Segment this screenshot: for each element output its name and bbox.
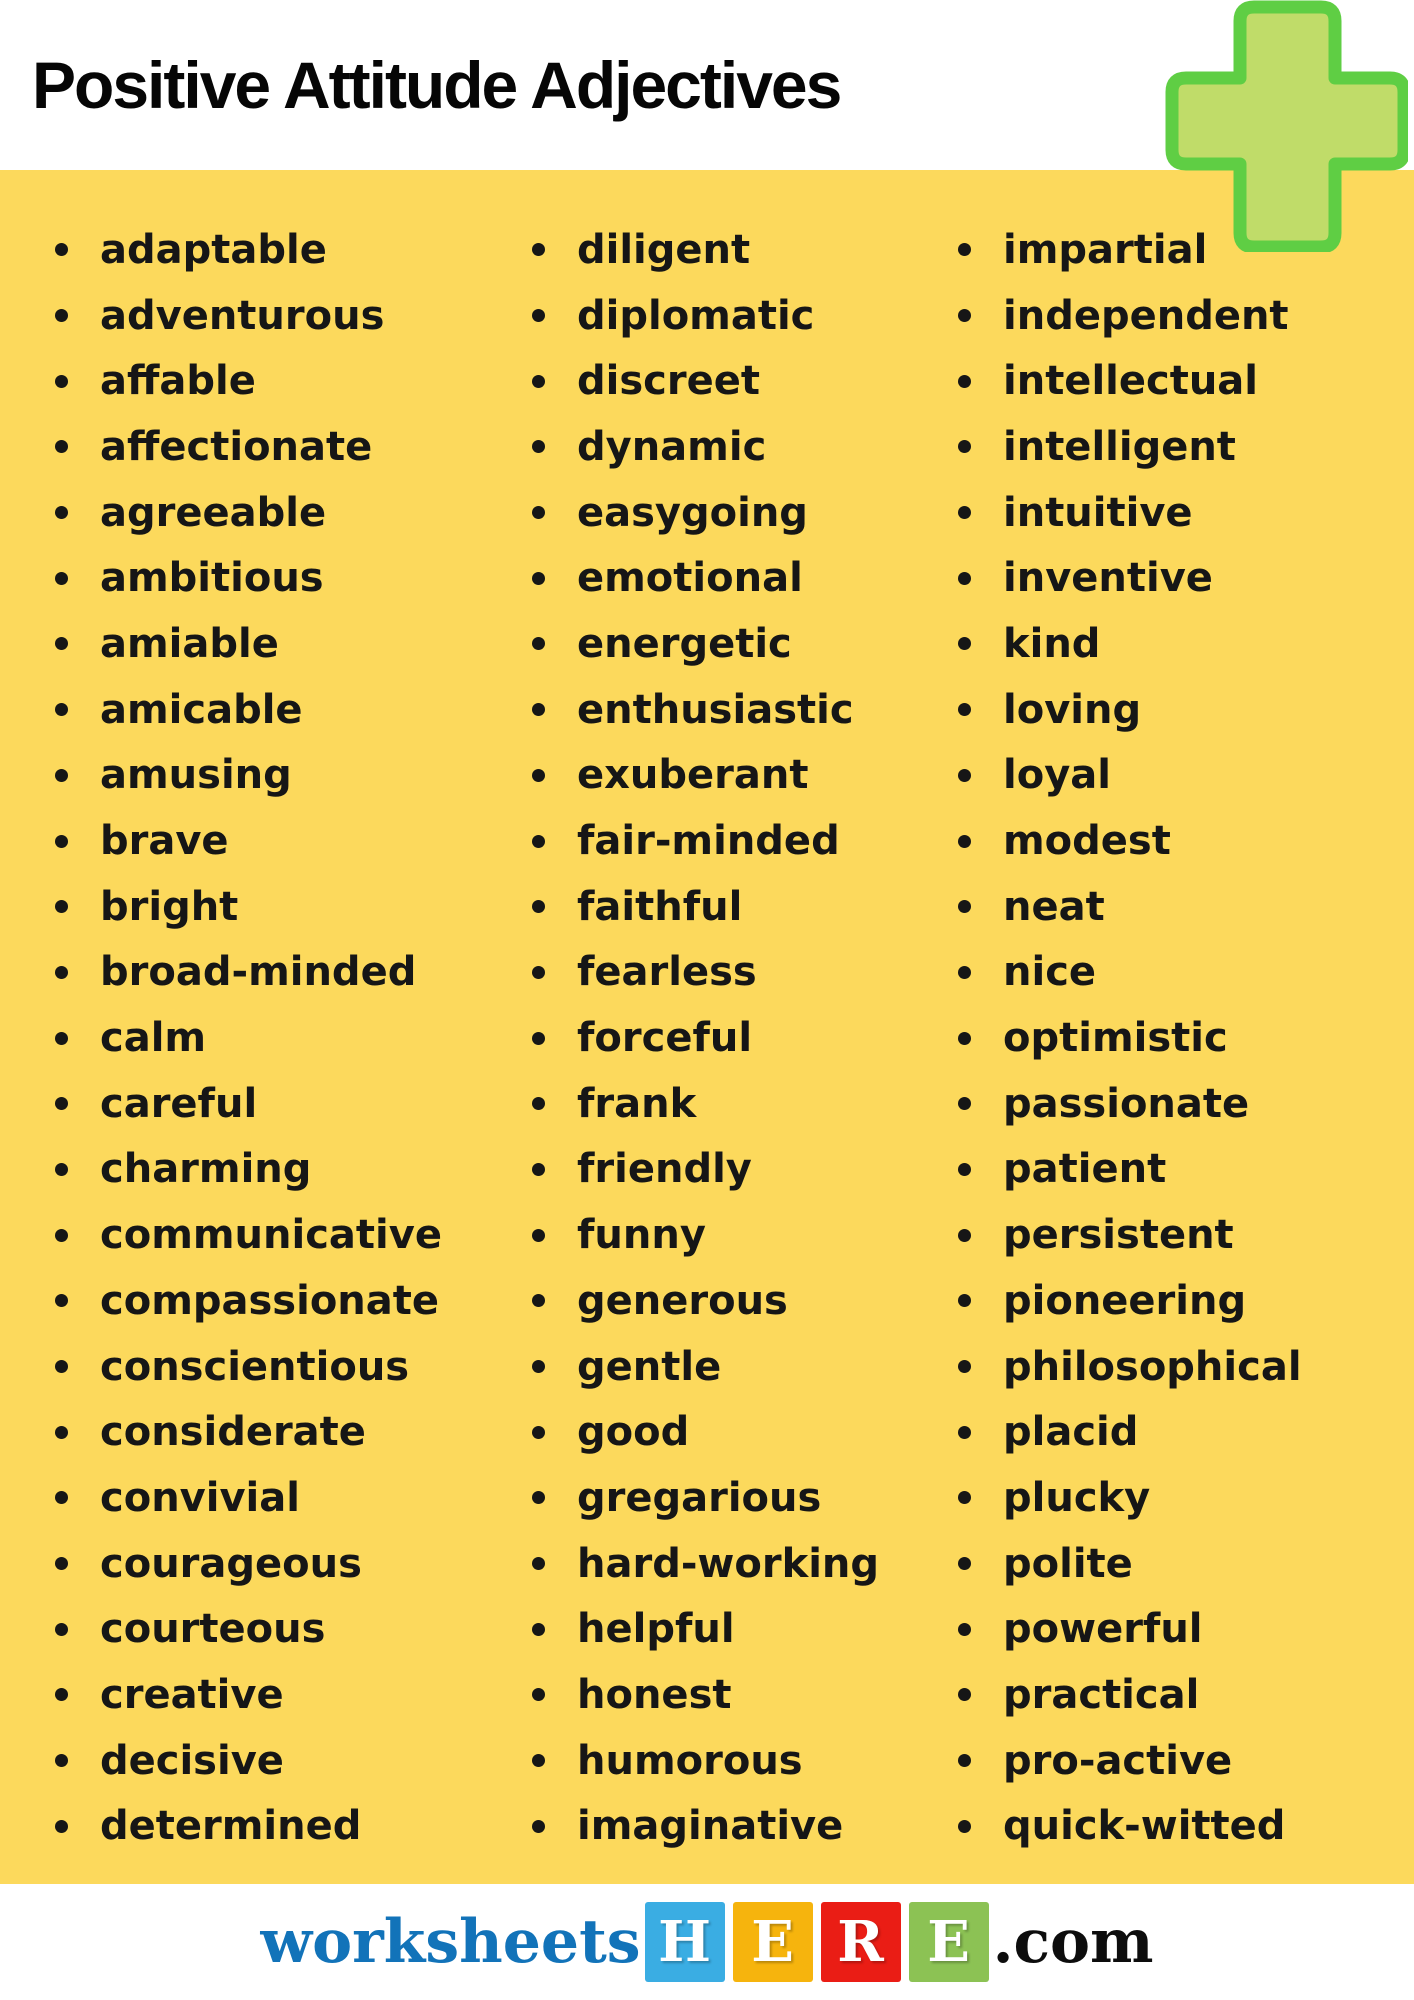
adjective-label: good xyxy=(577,1409,690,1456)
adjective-label: determined xyxy=(100,1803,362,1850)
adjective-label: optimistic xyxy=(1003,1015,1228,1062)
list-item xyxy=(958,1531,1408,1597)
list-item xyxy=(532,677,952,743)
bullet-icon xyxy=(532,506,545,519)
bullet-icon xyxy=(958,243,971,256)
list-item xyxy=(958,743,1408,809)
bullet-icon xyxy=(55,1820,68,1833)
logo-letter-tile: R xyxy=(821,1902,901,1982)
bullet-icon xyxy=(532,1820,545,1833)
bullet-icon xyxy=(55,1426,68,1439)
bullet-icon xyxy=(55,375,68,388)
bullet-icon xyxy=(958,769,971,782)
bullet-icon xyxy=(958,1491,971,1504)
bullet-icon xyxy=(532,375,545,388)
list-item xyxy=(532,874,952,940)
adjective-label: powerful xyxy=(1003,1606,1203,1653)
bullet-icon xyxy=(958,1623,971,1636)
adjective-label: pioneering xyxy=(1003,1277,1247,1324)
list-item xyxy=(55,940,485,1006)
list-item xyxy=(532,348,952,414)
bullet-icon xyxy=(532,1294,545,1307)
list-item xyxy=(958,480,1408,546)
bullet-icon xyxy=(55,506,68,519)
list-item xyxy=(958,545,1408,611)
bullet-icon xyxy=(532,1097,545,1110)
bullet-icon xyxy=(532,243,545,256)
list-item xyxy=(532,743,952,809)
list-item xyxy=(532,1794,952,1860)
list-item xyxy=(958,1268,1408,1334)
list-item xyxy=(55,348,485,414)
list-item xyxy=(55,1334,485,1400)
adjective-label: communicative xyxy=(100,1212,442,1259)
adjective-label: convivial xyxy=(100,1474,300,1521)
adjective-label: diplomatic xyxy=(577,292,815,339)
list-item xyxy=(958,1399,1408,1465)
adjective-label: funny xyxy=(577,1212,706,1259)
adjective-list-3 xyxy=(958,217,1408,1859)
list-item xyxy=(958,874,1408,940)
list-item xyxy=(532,1531,952,1597)
list-item xyxy=(532,611,952,677)
adjective-label: emotional xyxy=(577,555,803,602)
list-item xyxy=(532,1137,952,1203)
adjective-label: gregarious xyxy=(577,1474,822,1521)
adjective-label: independent xyxy=(1003,292,1289,339)
adjective-label: faithful xyxy=(577,883,743,930)
adjective-label: amiable xyxy=(100,620,279,667)
adjective-label: nice xyxy=(1003,949,1097,996)
list-item xyxy=(958,1728,1408,1794)
bullet-icon xyxy=(55,966,68,979)
list-item xyxy=(532,1005,952,1071)
adjective-label: persistent xyxy=(1003,1212,1234,1259)
adjective-label: inventive xyxy=(1003,555,1213,602)
list-item xyxy=(958,1465,1408,1531)
adjective-label: generous xyxy=(577,1277,788,1324)
list-item xyxy=(532,217,952,283)
bullet-icon xyxy=(958,1557,971,1570)
list-item xyxy=(55,1399,485,1465)
bullet-icon xyxy=(958,835,971,848)
bullet-icon xyxy=(55,1229,68,1242)
list-item xyxy=(532,1465,952,1531)
adjective-list-panel xyxy=(0,170,1414,1884)
list-item xyxy=(532,940,952,1006)
bullet-icon xyxy=(532,1426,545,1439)
list-item xyxy=(55,480,485,546)
list-item xyxy=(958,1596,1408,1662)
adjective-label: forceful xyxy=(577,1015,753,1062)
adjective-label: neat xyxy=(1003,883,1105,930)
logo-letter-tile: E xyxy=(909,1902,989,1982)
adjective-label: practical xyxy=(1003,1671,1200,1718)
adjective-label: hard-working xyxy=(577,1540,880,1587)
adjective-label: fair-minded xyxy=(577,818,840,865)
bullet-icon xyxy=(532,1491,545,1504)
logo-suffix: .com xyxy=(992,1907,1154,1977)
list-item xyxy=(55,808,485,874)
bullet-icon xyxy=(958,1097,971,1110)
adjective-label: affectionate xyxy=(100,423,373,470)
list-item xyxy=(532,545,952,611)
bullet-icon xyxy=(55,1623,68,1636)
bullet-icon xyxy=(55,1557,68,1570)
list-item xyxy=(958,808,1408,874)
adjective-label: brave xyxy=(100,818,229,865)
adjective-label: philosophical xyxy=(1003,1343,1302,1390)
adjective-label: modest xyxy=(1003,818,1171,865)
list-item xyxy=(958,414,1408,480)
list-item xyxy=(532,1596,952,1662)
adjective-label: ambitious xyxy=(100,555,324,602)
list-item xyxy=(55,1268,485,1334)
adjective-list-2 xyxy=(532,217,952,1859)
bullet-icon xyxy=(55,1754,68,1767)
list-item xyxy=(532,1662,952,1728)
bullet-icon xyxy=(55,1688,68,1701)
adjective-label: gentle xyxy=(577,1343,722,1390)
adjective-label: placid xyxy=(1003,1409,1139,1456)
bullet-icon xyxy=(55,703,68,716)
list-item xyxy=(958,677,1408,743)
logo-prefix: worksheets xyxy=(260,1907,641,1977)
list-item xyxy=(958,1794,1408,1860)
bullet-icon xyxy=(532,966,545,979)
bullet-icon xyxy=(55,900,68,913)
bullet-icon xyxy=(532,1754,545,1767)
list-item xyxy=(55,1137,485,1203)
bullet-icon xyxy=(532,1623,545,1636)
list-item xyxy=(55,1728,485,1794)
adjective-label: impartial xyxy=(1003,226,1208,273)
adjective-label: intuitive xyxy=(1003,489,1193,536)
list-item xyxy=(55,1531,485,1597)
list-item xyxy=(532,1334,952,1400)
adjective-label: amusing xyxy=(100,752,292,799)
adjective-label: charming xyxy=(100,1146,312,1193)
list-item xyxy=(55,1465,485,1531)
list-item xyxy=(55,677,485,743)
adjective-label: humorous xyxy=(577,1737,803,1784)
adjective-label: friendly xyxy=(577,1146,752,1193)
adjective-label: courteous xyxy=(100,1606,326,1653)
logo-letter-tile: E xyxy=(733,1902,813,1982)
adjective-column-3 xyxy=(958,217,1408,1859)
page-title: Positive Attitude Adjectives xyxy=(32,48,841,122)
bullet-icon xyxy=(532,440,545,453)
adjective-column-1 xyxy=(55,217,485,1859)
list-item xyxy=(532,808,952,874)
bullet-icon xyxy=(55,769,68,782)
bullet-icon xyxy=(958,375,971,388)
logo-letter-tile: H xyxy=(645,1902,725,1982)
bullet-icon xyxy=(55,309,68,322)
bullet-icon xyxy=(958,900,971,913)
list-item xyxy=(532,1071,952,1137)
adjective-label: compassionate xyxy=(100,1277,440,1324)
adjective-label: enthusiastic xyxy=(577,686,854,733)
list-item xyxy=(55,283,485,349)
adjective-label: energetic xyxy=(577,620,792,667)
bullet-icon xyxy=(958,1754,971,1767)
list-item xyxy=(532,414,952,480)
bullet-icon xyxy=(532,1163,545,1176)
adjective-label: agreeable xyxy=(100,489,327,536)
adjective-label: pro-active xyxy=(1003,1737,1233,1784)
bullet-icon xyxy=(55,1097,68,1110)
bullet-icon xyxy=(55,835,68,848)
adjective-label: loyal xyxy=(1003,752,1111,799)
adjective-label: calm xyxy=(100,1015,207,1062)
site-logo xyxy=(260,1902,1153,1982)
adjective-label: imaginative xyxy=(577,1803,844,1850)
bullet-icon xyxy=(55,243,68,256)
bullet-icon xyxy=(958,1229,971,1242)
list-item xyxy=(958,1071,1408,1137)
bullet-icon xyxy=(532,572,545,585)
adjective-label: courageous xyxy=(100,1540,362,1587)
page-footer xyxy=(0,1884,1414,2000)
list-item xyxy=(55,217,485,283)
list-item xyxy=(55,1662,485,1728)
list-item xyxy=(55,1202,485,1268)
bullet-icon xyxy=(55,637,68,650)
list-item xyxy=(958,1334,1408,1400)
adjective-label: helpful xyxy=(577,1606,735,1653)
list-item xyxy=(55,1071,485,1137)
list-item xyxy=(532,1728,952,1794)
bullet-icon xyxy=(958,440,971,453)
adjective-list-1 xyxy=(55,217,485,1859)
list-item xyxy=(532,1399,952,1465)
list-item xyxy=(55,545,485,611)
bullet-icon xyxy=(958,1820,971,1833)
list-item xyxy=(532,1268,952,1334)
bullet-icon xyxy=(55,1294,68,1307)
bullet-icon xyxy=(958,1688,971,1701)
bullet-icon xyxy=(958,1426,971,1439)
adjective-label: frank xyxy=(577,1080,697,1127)
bullet-icon xyxy=(958,1032,971,1045)
bullet-icon xyxy=(532,703,545,716)
adjective-label: honest xyxy=(577,1671,732,1718)
list-item xyxy=(958,940,1408,1006)
list-item xyxy=(958,1137,1408,1203)
bullet-icon xyxy=(532,1360,545,1373)
bullet-icon xyxy=(55,440,68,453)
adjective-label: easygoing xyxy=(577,489,808,536)
adjective-label: quick-witted xyxy=(1003,1803,1286,1850)
bullet-icon xyxy=(532,1688,545,1701)
adjective-label: broad-minded xyxy=(100,949,417,996)
bullet-icon xyxy=(55,572,68,585)
bullet-icon xyxy=(532,769,545,782)
list-item xyxy=(958,348,1408,414)
adjective-label: careful xyxy=(100,1080,258,1127)
list-item xyxy=(55,874,485,940)
adjective-label: kind xyxy=(1003,620,1101,667)
adjective-label: bright xyxy=(100,883,239,930)
list-item xyxy=(532,1202,952,1268)
adjective-label: intellectual xyxy=(1003,358,1258,405)
bullet-icon xyxy=(958,506,971,519)
adjective-label: loving xyxy=(1003,686,1142,733)
bullet-icon xyxy=(532,1032,545,1045)
list-item xyxy=(55,414,485,480)
adjective-label: adaptable xyxy=(100,226,327,273)
bullet-icon xyxy=(958,703,971,716)
list-item xyxy=(958,611,1408,677)
bullet-icon xyxy=(532,835,545,848)
bullet-icon xyxy=(532,637,545,650)
list-item xyxy=(958,1005,1408,1071)
list-item xyxy=(55,1794,485,1860)
adjective-label: plucky xyxy=(1003,1474,1151,1521)
bullet-icon xyxy=(532,900,545,913)
bullet-icon xyxy=(958,1163,971,1176)
bullet-icon xyxy=(958,1360,971,1373)
adjective-label: discreet xyxy=(577,358,760,405)
adjective-label: conscientious xyxy=(100,1343,410,1390)
bullet-icon xyxy=(958,572,971,585)
bullet-icon xyxy=(55,1163,68,1176)
adjective-label: passionate xyxy=(1003,1080,1250,1127)
bullet-icon xyxy=(55,1491,68,1504)
adjective-label: dynamic xyxy=(577,423,767,470)
list-item xyxy=(55,743,485,809)
adjective-label: affable xyxy=(100,358,256,405)
list-item xyxy=(958,283,1408,349)
logo-letter-tiles xyxy=(645,1902,989,1982)
list-item xyxy=(532,283,952,349)
adjective-label: exuberant xyxy=(577,752,809,799)
plus-icon xyxy=(1162,0,1408,252)
adjective-label: diligent xyxy=(577,226,751,273)
adjective-label: amicable xyxy=(100,686,303,733)
adjective-label: intelligent xyxy=(1003,423,1236,470)
list-item xyxy=(532,480,952,546)
adjective-label: adventurous xyxy=(100,292,385,339)
bullet-icon xyxy=(958,1294,971,1307)
adjective-column-2 xyxy=(532,217,952,1859)
adjective-label: decisive xyxy=(100,1737,284,1784)
list-item xyxy=(55,611,485,677)
bullet-icon xyxy=(532,1557,545,1570)
list-item xyxy=(55,1596,485,1662)
list-item xyxy=(55,1005,485,1071)
adjective-label: patient xyxy=(1003,1146,1167,1193)
bullet-icon xyxy=(55,1032,68,1045)
bullet-icon xyxy=(958,637,971,650)
bullet-icon xyxy=(958,966,971,979)
bullet-icon xyxy=(532,309,545,322)
list-item xyxy=(958,1662,1408,1728)
adjective-label: polite xyxy=(1003,1540,1133,1587)
adjective-label: fearless xyxy=(577,949,757,996)
adjective-label: considerate xyxy=(100,1409,366,1456)
bullet-icon xyxy=(55,1360,68,1373)
bullet-icon xyxy=(532,1229,545,1242)
list-item xyxy=(958,1202,1408,1268)
adjective-label: creative xyxy=(100,1671,284,1718)
bullet-icon xyxy=(958,309,971,322)
